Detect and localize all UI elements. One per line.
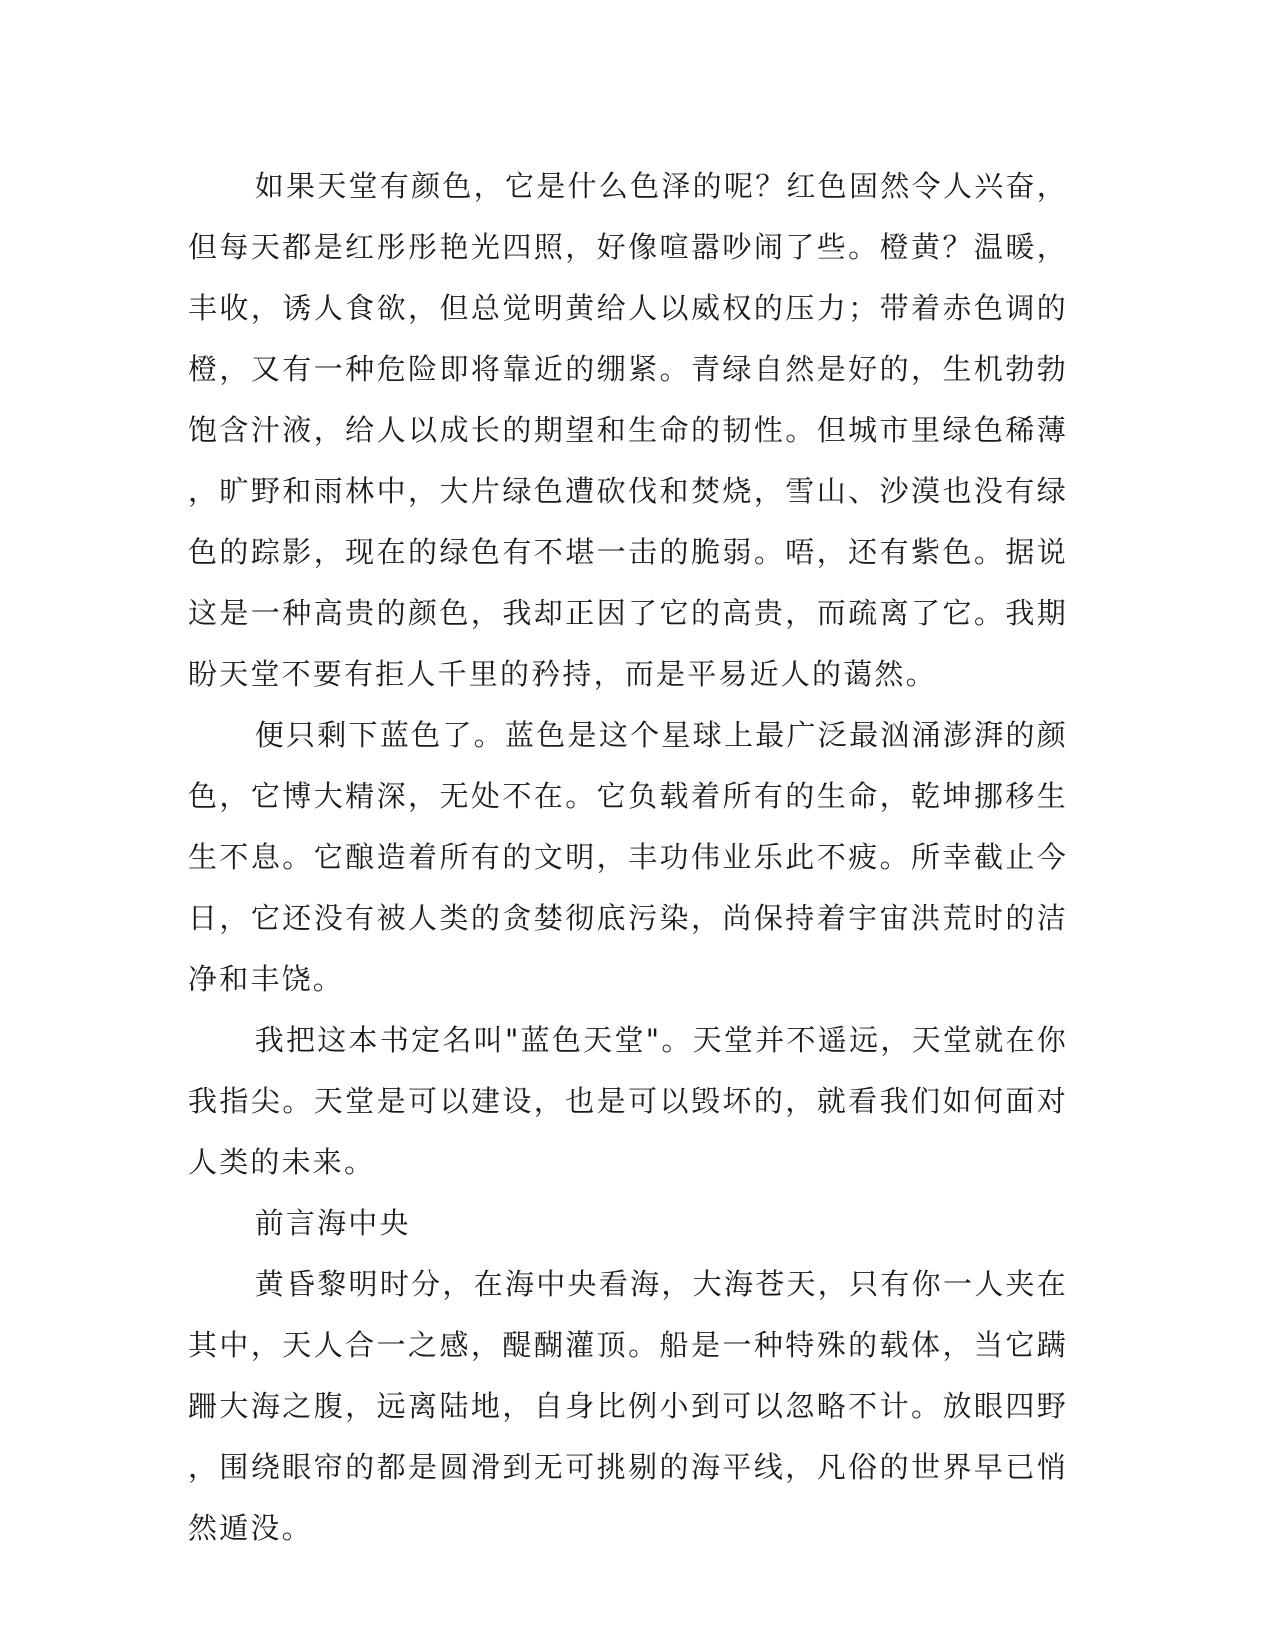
paragraph-blue: 便只剩下蓝色了。蓝色是这个星球上最广泛最汹涌澎湃的颜色，它博大精深，无处不在。它负载着所有的生命，乾坤挪移生生不息。它酿造着所有的文明，丰功伟业乐此不疲。所幸截止今日，它还没有被人类的贪婪彻底污染，尚保持着宇宙洪荒时的洁净和丰饶。 [188, 718, 1068, 996]
paragraph-heaven-colors: 如果天堂有颜色，它是什么色泽的呢？红色固然令人兴奋，但每天都是红彤彤艳光四照，好像喧嚣吵闹了些。橙黄？温暖，丰收，诱人食欲，但总觉明黄给人以威权的压力；带着赤色调的橙，又有一种危险即将靠近的绷紧。青绿自然是好的，生机勃勃饱含汁液，给人以成长的期望和生命的韧性。但城市里绿色稀薄，旷野和雨林中，大片绿色遭砍伐和焚烧，雪山、沙漠也没有绿色的踪影，现在的绿色有不堪一击的脆弱。唔，还有紫色。据说这是一种高贵的颜色，我却正因了它的高贵，而疏离了它。我期盼天堂不要有拒人千里的矜持，而是平易近人的蔼然。 [188, 169, 1068, 691]
paragraph-sea-center: 黄昏黎明时分，在海中央看海，大海苍天，只有你一人夹在其中，天人合一之感，醍醐灌顶。船是一种特殊的载体，当它蹒跚大海之腹，远离陆地，自身比例小到可以忽略不计。放眼四野，围绕眼帘的都是圆滑到无可挑剔的海平线，凡俗的世界早已悄然遁没。 [188, 1267, 1068, 1545]
paragraph-book-title: 我把这本书定名叫"蓝色天堂"。天堂并不遥远，天堂就在你我指尖。天堂是可以建设，也是可以毁坏的，就看我们如何面对人类的未来。 [188, 1023, 1068, 1179]
section-heading: 前言海中央 [254, 1206, 411, 1240]
document-body [188, 156, 1068, 1559]
